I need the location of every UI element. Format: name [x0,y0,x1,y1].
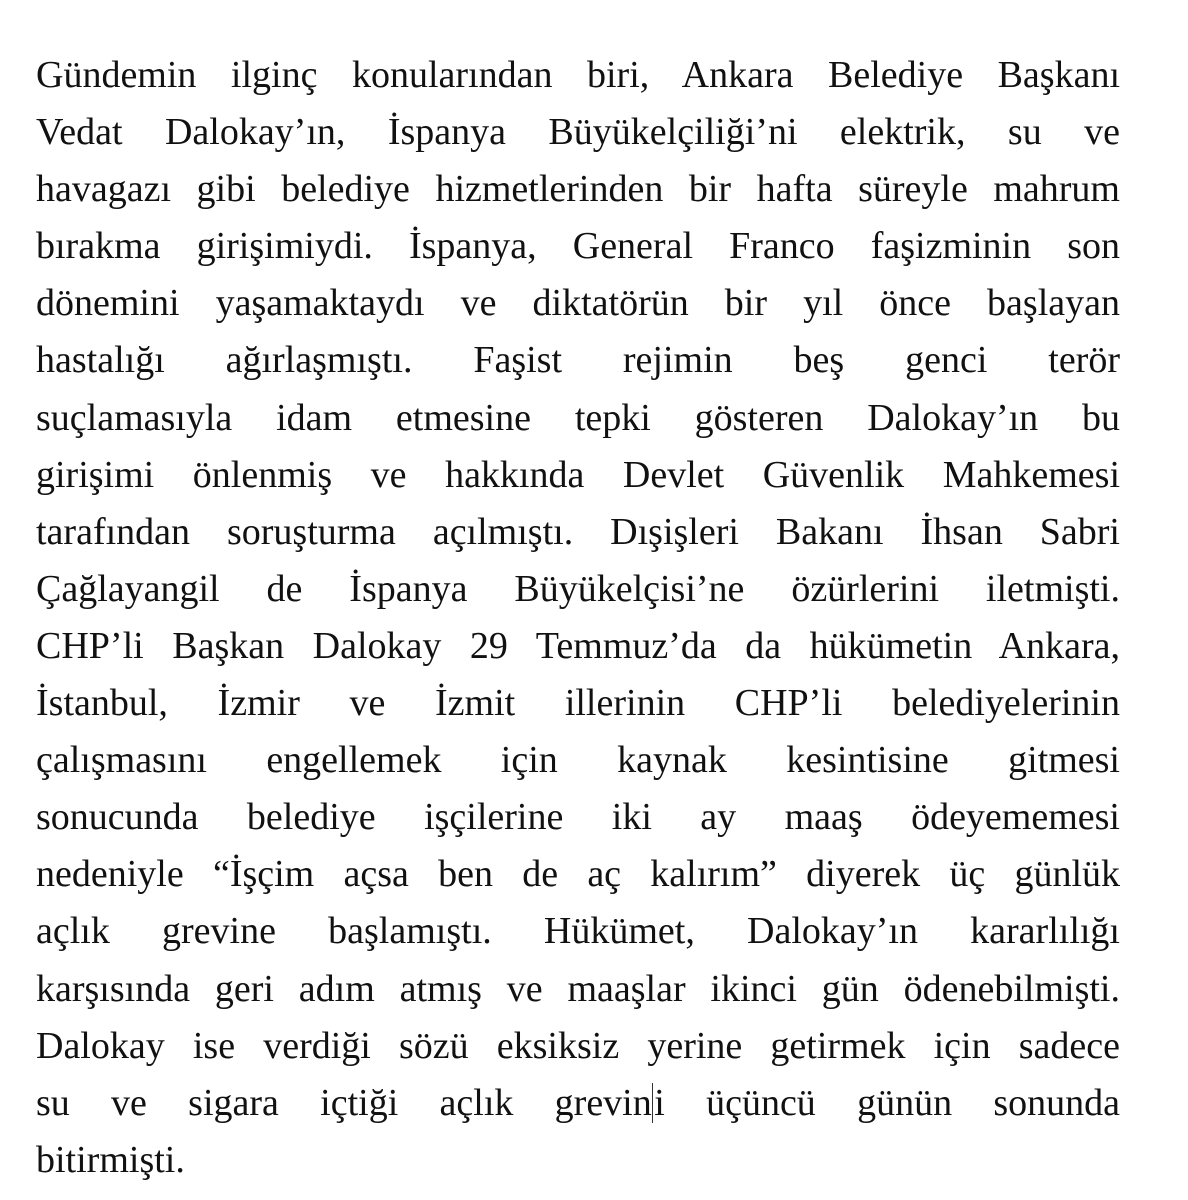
text-line: bırakma girişimiydi. İspanya, General Franco faşizminin son [36,225,1120,268]
text-line: Vedat Dalokay’ın, İspanya Büyükelçiliği’ni elektrik, su ve [36,111,1120,154]
text-line: sonucunda belediye işçilerine iki ay maaş ödeyememesi [36,796,1120,839]
text-line: karşısında geri adım atmış ve maaşlar ikinci gün ödenebilmişti. [36,967,1120,1010]
text-line-with-cursor [36,1075,1120,1132]
text-line: Dalokay ise verdiği sözü eksiksiz yerine getirmek için sadece [36,1024,1120,1067]
text-line: çalışmasını engellemek için kaynak kesintisine gitmesi [36,739,1120,782]
text-line: açlık grevine başlamıştı. Hükümet, Dalokay’ın kararlılığı [36,910,1120,953]
text-line: suçlamasıyla idam etmesine tepki gösteren Dalokay’ın bu [36,396,1120,439]
text-line: Gündemin ilginç konularından biri, Ankara Belediye Başkanı [36,54,1120,96]
text-line: İstanbul, İzmir ve İzmit illerinin CHP’li belediyelerinin [36,682,1120,725]
document-paragraph[interactable] [36,47,1120,1189]
text-line: CHP’li Başkan Dalokay 29 Temmuz’da da hükümetin Ankara, [36,624,1120,667]
text-after-cursor: i üçüncü günün sonunda [654,1081,1120,1124]
text-line: bitirmişti. [36,1138,185,1181]
text-line: Çağlayangil de İspanya Büyükelçisi’ne özürlerini iletmişti. [36,567,1120,610]
text-line: girişimi önlenmiş ve hakkında Devlet Güvenlik Mahkemesi [36,453,1120,496]
text-line: hastalığı ağırlaşmıştı. Faşist rejimin beş genci terör [36,339,1120,382]
text-line: havagazı gibi belediye hizmetlerinden bir hafta süreyle mahrum [36,168,1120,211]
text-line: tarafından soruşturma açılmıştı. Dışişleri Bakanı İhsan Sabri [36,510,1120,553]
text-line: nedeniyle “İşçim açsa ben de aç kalırım” diyerek üç günlük [36,853,1120,896]
text-before-cursor: su ve sigara içtiği açlık grevin [36,1081,652,1124]
text-line: dönemini yaşamaktaydı ve diktatörün bir yıl önce başlayan [36,282,1120,325]
